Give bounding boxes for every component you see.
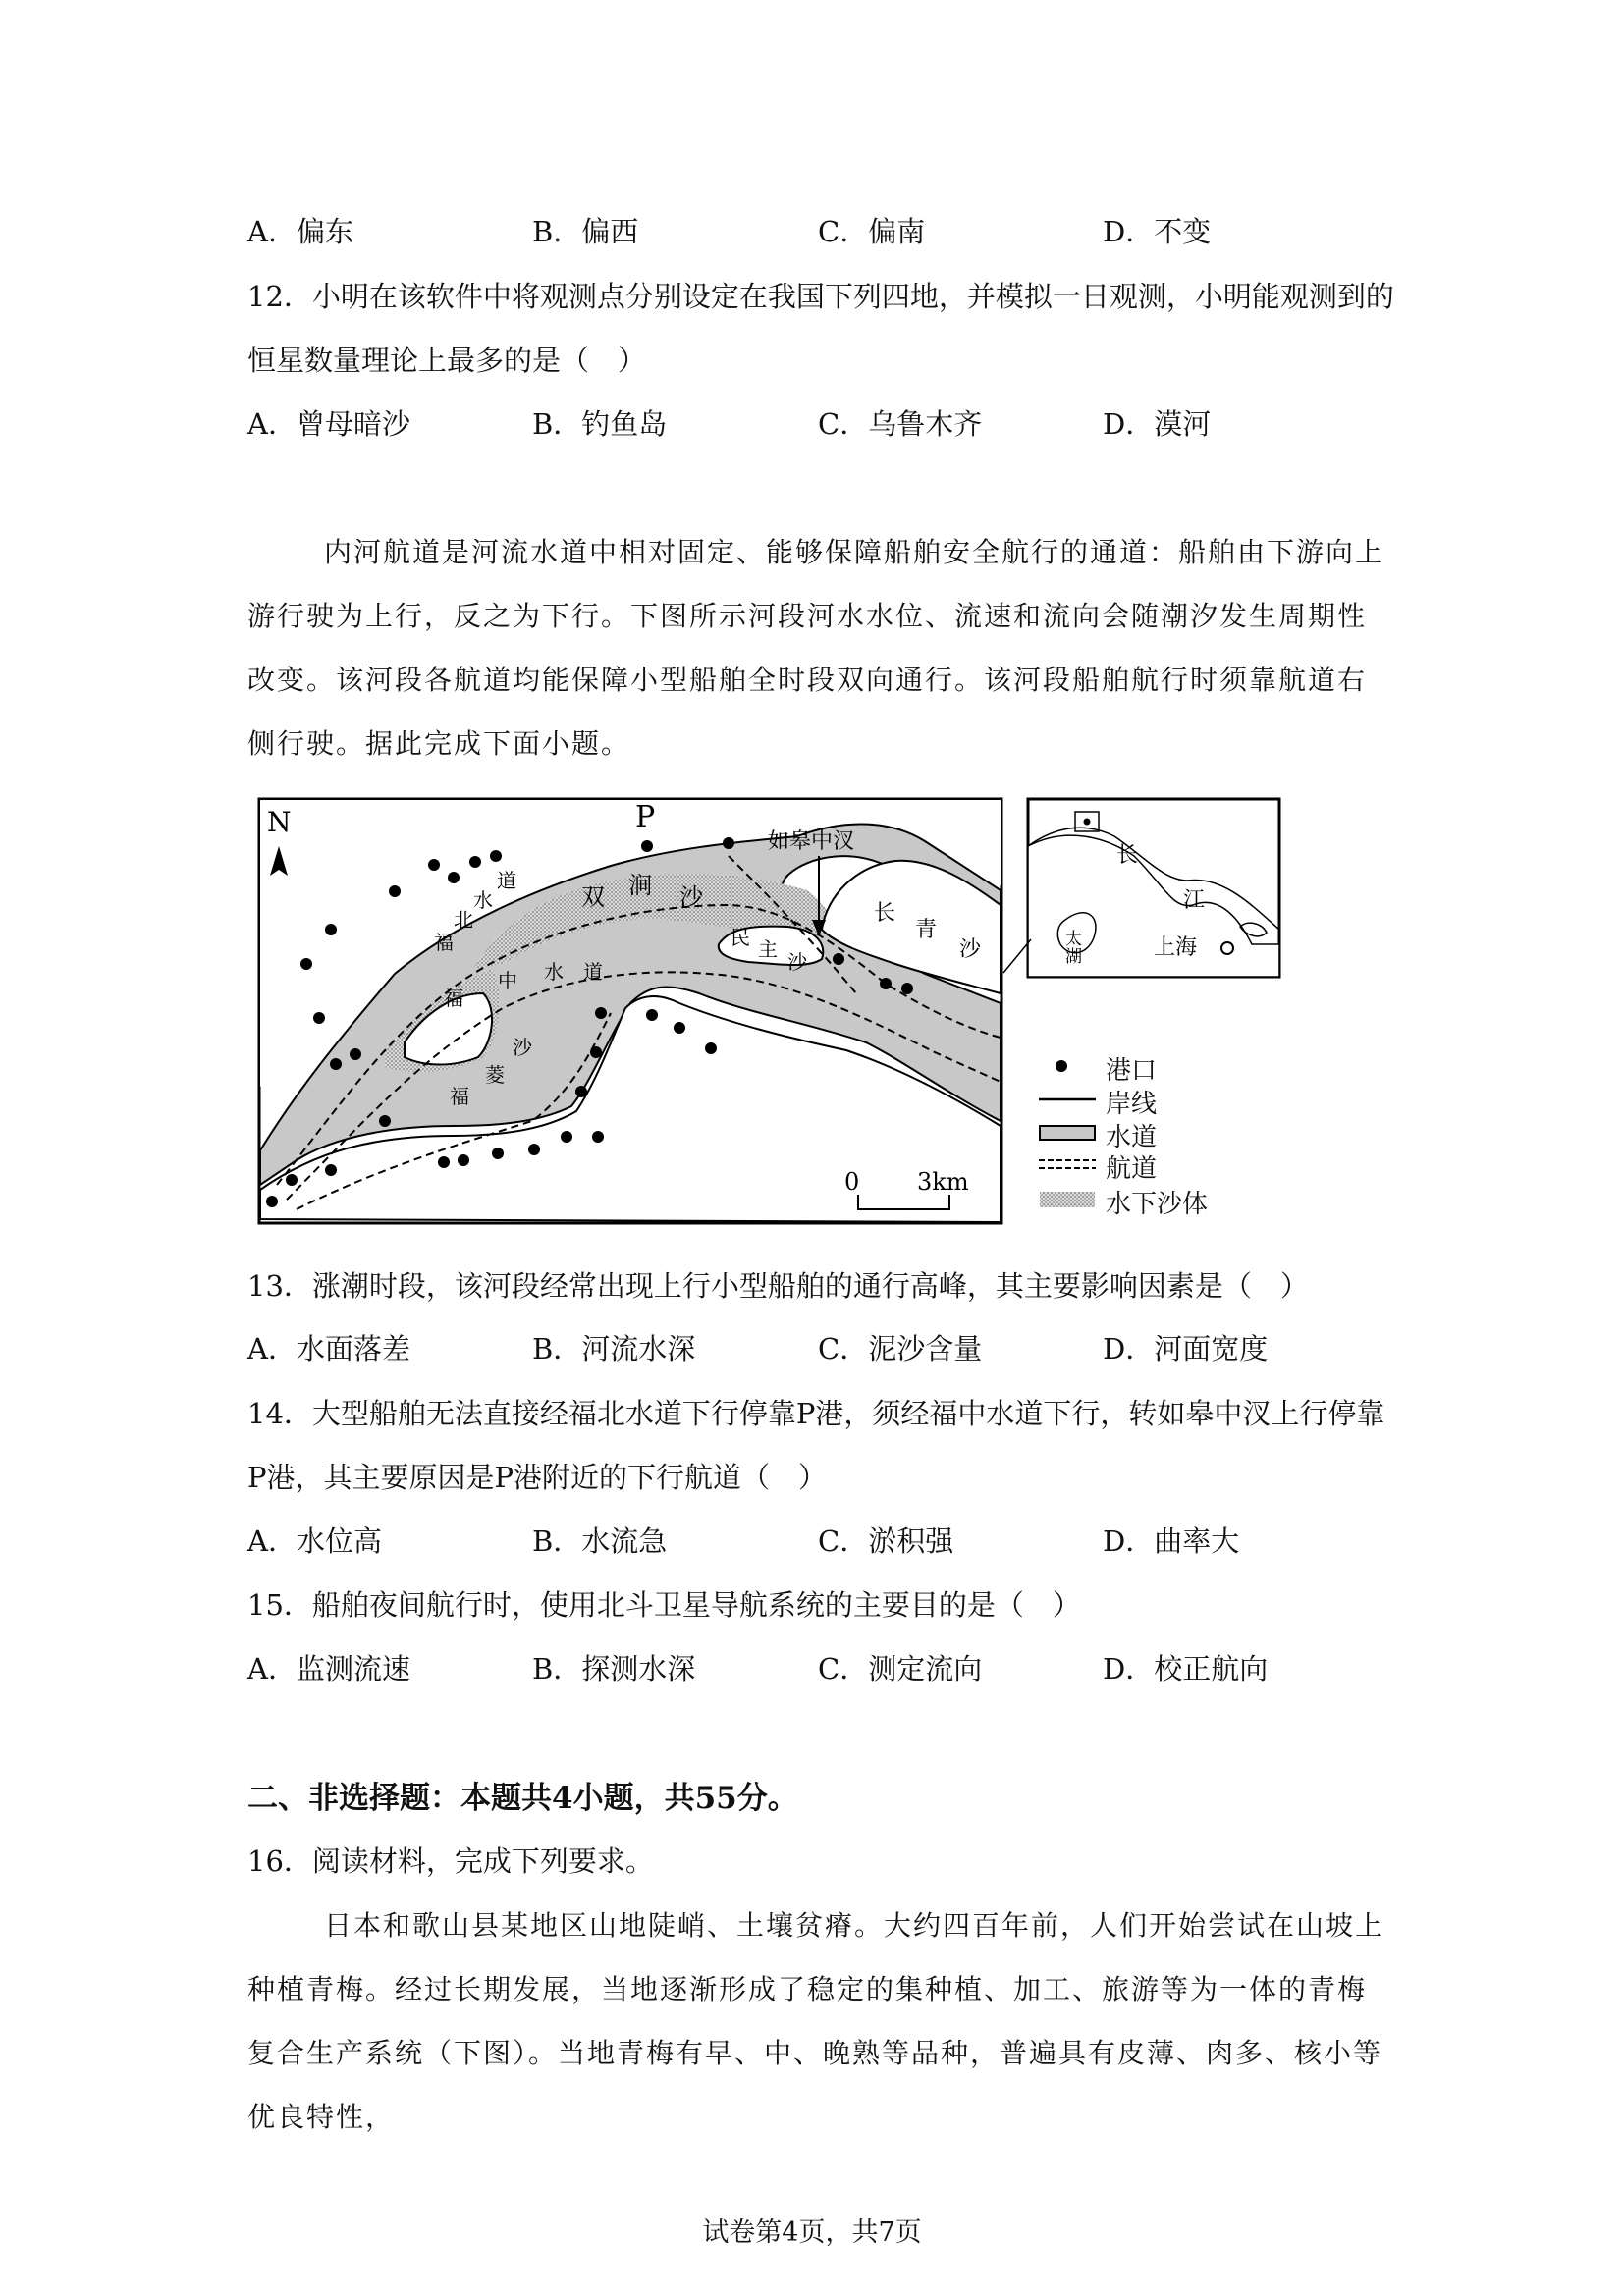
- port[interactable]: [901, 983, 913, 994]
- q15-option-b[interactable]: B．探测水深: [532, 1652, 696, 1685]
- inset-shanghai-dot: [1221, 942, 1233, 954]
- q15-option-d[interactable]: D．校正航向: [1103, 1652, 1269, 1685]
- fubei-char-2: 北: [454, 908, 473, 932]
- q15-stem: 15．船舶夜间航行时，使用北斗卫星导航系统的主要目的是（ ）: [247, 1588, 1081, 1622]
- inset-taihu-2: 湖: [1065, 947, 1082, 967]
- q11-option-a[interactable]: A．偏东: [247, 215, 353, 248]
- minzhu-char-1: 民: [731, 926, 750, 949]
- port[interactable]: [428, 859, 440, 871]
- port[interactable]: [880, 978, 892, 989]
- q13-options: [247, 1327, 1377, 1370]
- port[interactable]: [300, 958, 312, 970]
- q12-option-c[interactable]: C．乌鲁木齐: [818, 407, 983, 441]
- port[interactable]: [266, 1196, 278, 1207]
- inset-chang: 长: [1116, 843, 1139, 868]
- inset-connector: [1000, 937, 1035, 977]
- port[interactable]: [528, 1144, 540, 1155]
- minzhu-char-2: 主: [758, 937, 778, 961]
- q14-option-d[interactable]: D．曲率大: [1103, 1524, 1240, 1558]
- q14-options: [247, 1520, 1377, 1563]
- port[interactable]: [379, 1115, 391, 1127]
- q13-option-d[interactable]: D．河面宽度: [1103, 1332, 1269, 1365]
- q14-option-a[interactable]: A．水位高: [247, 1524, 382, 1558]
- port-p-label: P: [635, 800, 656, 834]
- fuzhong-char-1: 福: [444, 987, 463, 1010]
- q11-option-d[interactable]: D．不变: [1103, 215, 1212, 248]
- section-2-heading: 二、非选择题：本题共4小题，共55分。: [247, 1781, 798, 1816]
- fubei-char-1: 福: [434, 931, 454, 954]
- fuling-char-3: 福: [450, 1085, 469, 1108]
- changqing-char-3: 沙: [959, 937, 982, 962]
- q14-option-c[interactable]: C．淤积强: [818, 1524, 954, 1558]
- port[interactable]: [561, 1131, 572, 1143]
- inset-jiang: 江: [1183, 888, 1206, 913]
- q15-option-c[interactable]: C．测定流向: [818, 1652, 983, 1685]
- port[interactable]: [646, 1009, 658, 1021]
- port[interactable]: [286, 1174, 298, 1186]
- q12-stem-line2: 恒星数量理论上最多的是（ ）: [247, 344, 647, 377]
- q11-option-b[interactable]: B．偏西: [532, 215, 639, 248]
- q12-stem-line1: 12．小明在该软件中将观测点分别设定在我国下列四地，并模拟一日观测，小明能观测到的: [247, 280, 1394, 313]
- port[interactable]: [641, 840, 653, 852]
- q13-option-c[interactable]: C．泥沙含量: [818, 1332, 983, 1365]
- q14-stem-line1: 14．大型船舶无法直接经福北水道下行停靠P港，须经福中水道下行，转如皋中汊上行停靠: [247, 1397, 1385, 1430]
- shuanghe-char-1: 双: [581, 883, 605, 911]
- shoreline-icon: [1039, 1088, 1096, 1111]
- inset-map: [1026, 797, 1281, 979]
- q11-options: [247, 210, 1377, 253]
- port[interactable]: [458, 1154, 469, 1166]
- minzhu-char-3: 沙: [787, 950, 807, 974]
- route-dash-icon: [1039, 1152, 1096, 1176]
- port[interactable]: [575, 1086, 587, 1097]
- fubei-char-3: 水: [473, 888, 493, 912]
- fuzhong-char-3: 水: [544, 960, 564, 984]
- inset-shanghai: 上海: [1154, 935, 1198, 960]
- port-dot-icon: [1039, 1054, 1096, 1078]
- q13-stem: 13．涨潮时段，该河段经常出现上行小型船舶的通行高峰，其主要影响因素是（ ）: [247, 1269, 1309, 1303]
- sand-swatch-icon: [1039, 1188, 1096, 1211]
- port[interactable]: [325, 924, 337, 935]
- river-map: [257, 797, 1003, 1225]
- q12-options: [247, 402, 1377, 446]
- port[interactable]: [350, 1048, 361, 1060]
- water-swatch-icon: [1039, 1121, 1096, 1145]
- shuanghe-char-2: 涧: [628, 872, 652, 899]
- inset-taihu-1: 太: [1065, 930, 1082, 949]
- fuzhong-char-4: 道: [583, 960, 603, 984]
- q12-option-a[interactable]: A．曾母暗沙: [247, 407, 410, 441]
- q13-option-a[interactable]: A．水面落差: [247, 1332, 410, 1365]
- port[interactable]: [448, 872, 460, 883]
- fuling-char-2: 菱: [485, 1063, 505, 1087]
- port[interactable]: [490, 850, 502, 862]
- port[interactable]: [723, 837, 734, 849]
- port[interactable]: [389, 885, 401, 897]
- q11-option-c[interactable]: C．偏南: [818, 215, 926, 248]
- q12-option-b[interactable]: B．钓鱼岛: [532, 407, 668, 441]
- passage-green-plum: 日本和歌山县某地区山地陡峭、土壤贫瘠。大约四百年前，人们开始尝试在山坡上种植青梅。经过长期发展，当地逐渐形成了稳定的集种植、加工、旅游等为一体的青梅复合生产系统（下图）。当地青梅有早、中、晚熟等品种，普遍具有皮薄、肉多、核小等优良特性，: [247, 1909, 1385, 2133]
- port[interactable]: [325, 1164, 337, 1176]
- port[interactable]: [833, 953, 844, 965]
- changqing-char-1: 长: [874, 901, 896, 926]
- q12-option-d[interactable]: D．漠河: [1103, 407, 1212, 441]
- q16-stem: 16．阅读材料，完成下列要求。: [247, 1844, 654, 1878]
- fubei-char-4: 道: [497, 869, 516, 892]
- rugao-label: 如皋中汊: [768, 829, 855, 854]
- changqing-char-2: 青: [915, 918, 938, 942]
- port[interactable]: [330, 1058, 342, 1070]
- q15-options: [247, 1647, 1377, 1690]
- port[interactable]: [592, 1131, 604, 1143]
- shuanghe-char-3: 沙: [679, 883, 703, 911]
- scale-distance: 3km: [917, 1168, 969, 1196]
- fuzhong-char-2: 中: [498, 969, 517, 992]
- scale-zero: 0: [844, 1168, 860, 1196]
- page-footer: 试卷第4页，共7页: [702, 2217, 922, 2248]
- north-letter: N: [267, 806, 292, 838]
- port[interactable]: [674, 1022, 685, 1034]
- inset-locator-dot: [1084, 819, 1091, 826]
- map-legend: 港口 岸线 水道 航道 水下沙体: [1039, 1050, 1284, 1222]
- port[interactable]: [492, 1148, 504, 1159]
- q15-option-a[interactable]: A．监测流速: [247, 1652, 410, 1685]
- q14-option-b[interactable]: B．水流急: [532, 1524, 668, 1558]
- q14-stem-line2: P港，其主要原因是P港附近的下行航道（ ）: [247, 1461, 828, 1494]
- port[interactable]: [590, 1046, 602, 1058]
- port[interactable]: [438, 1156, 450, 1168]
- q13-option-b[interactable]: B．河流水深: [532, 1332, 696, 1365]
- passage-waterway: 内河航道是河流水道中相对固定、能够保障船舶安全航行的通道：船舶由下游向上游行驶为上行，反之为下行。下图所示河段河水水位、流速和流向会随潮汐发生周期性改变。该河段各航道均能保障小型船舶全时段双向通行。该河段船舶航行时须靠航道右侧行驶。据此完成下面小题。: [247, 536, 1385, 760]
- port[interactable]: [595, 1007, 607, 1019]
- port[interactable]: [705, 1042, 717, 1054]
- port[interactable]: [313, 1012, 325, 1024]
- fuling-char-1: 沙: [513, 1036, 532, 1059]
- port[interactable]: [469, 856, 481, 868]
